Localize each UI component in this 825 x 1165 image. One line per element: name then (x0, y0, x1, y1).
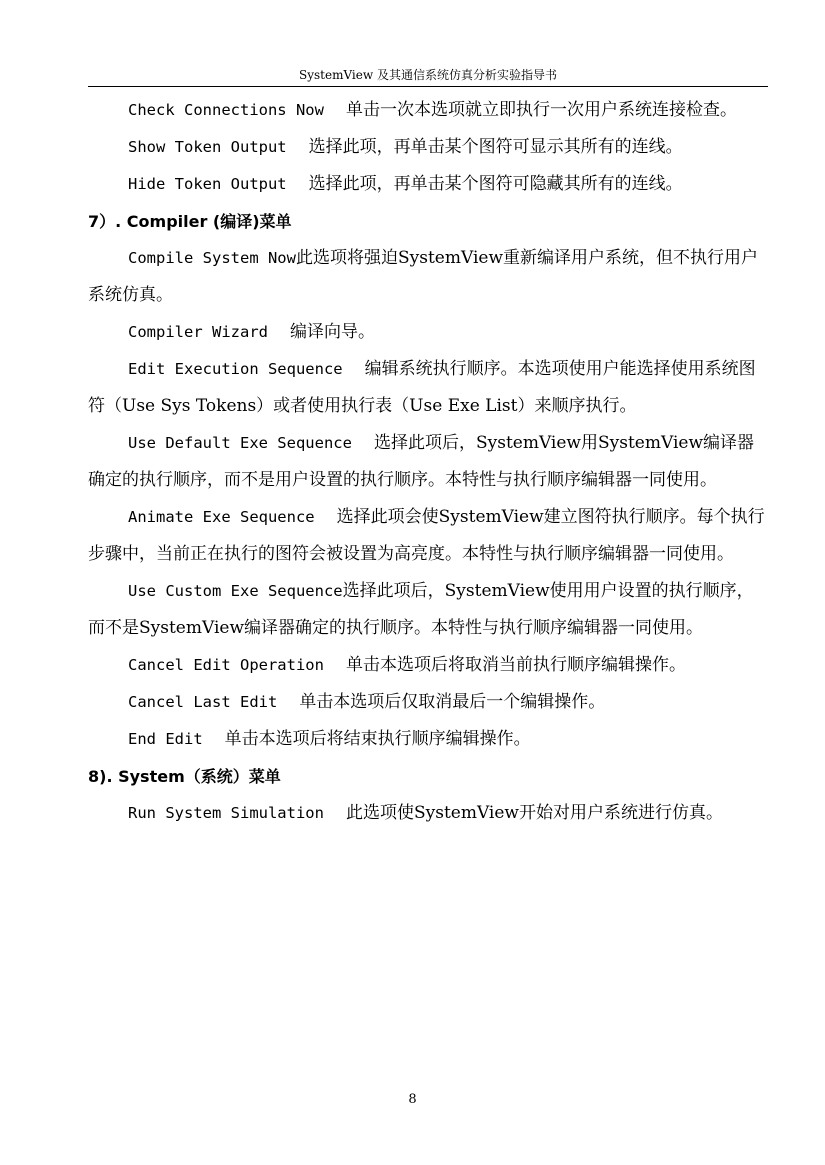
menu-term: Hide Token Output (128, 175, 287, 193)
menu-desc: 选择此项后，SystemView使用用户设置的执行顺序，而不是SystemView编译器确定的执行顺序。本特性与执行顺序编辑器一同使用。 (88, 581, 754, 638)
menu-term: Use Default Exe Sequence (128, 434, 352, 452)
menu-entry (88, 240, 768, 314)
menu-desc: 此选项将强迫SystemView重新编译用户系统，但不执行用户系统仿真。 (88, 248, 758, 305)
menu-entry (88, 129, 768, 166)
page-number: 8 (408, 1092, 417, 1107)
page-body (88, 92, 768, 832)
menu-desc: 编译向导。 (289, 322, 375, 342)
menu-desc: 选择此项，再单击某个图符可隐藏其所有的连线。 (308, 174, 683, 194)
menu-term: Run System Simulation (128, 804, 324, 822)
menu-desc: 单击本选项后仅取消最后一个编辑操作。 (299, 692, 606, 712)
menu-desc: 此选项使SystemView开始对用户系统进行仿真。 (345, 803, 723, 823)
menu-term: Compiler Wizard (128, 323, 268, 341)
menu-term: Compile System Now (128, 249, 296, 267)
menu-entry (88, 166, 768, 203)
menu-desc: 选择此项会使SystemView建立图符执行顺序。每个执行步骤中，当前正在执行的图符会被设置为高亮度。本特性与执行顺序编辑器一同使用。 (88, 507, 765, 564)
menu-desc: 单击本选项后将取消当前执行顺序编辑操作。 (345, 655, 686, 675)
menu-entry (88, 795, 768, 832)
menu-entry (88, 425, 768, 499)
menu-entry (88, 314, 768, 351)
menu-desc: 编辑系统执行顺序。本选项使用户能选择使用系统图符（Use Sys Tokens）或者使用执行表（Use Exe List）来顺序执行。 (88, 359, 756, 416)
menu-entry (88, 351, 768, 425)
menu-entry (88, 92, 768, 129)
menu-entry (88, 684, 768, 721)
menu-entry (88, 573, 768, 647)
section-heading-system: 8). System（系统）菜单 (88, 767, 281, 786)
menu-desc: 单击一次本选项就立即执行一次用户系统连接检查。 (345, 100, 737, 120)
menu-term: End Edit (128, 730, 203, 748)
menu-term: Cancel Last Edit (128, 693, 278, 711)
menu-desc: 单击本选项后将结束执行顺序编辑操作。 (224, 729, 531, 749)
page-header: SystemView 及其通信系统仿真分析实验指导书 (299, 68, 557, 82)
menu-term: Cancel Edit Operation (128, 656, 324, 674)
menu-term: Check Connections Now (128, 101, 324, 119)
section-heading-compiler: 7）. Compiler (编译)菜单 (88, 212, 292, 231)
header-rule (88, 86, 768, 87)
menu-desc: 选择此项，再单击某个图符可显示其所有的连线。 (308, 137, 683, 157)
menu-term: Animate Exe Sequence (128, 508, 315, 526)
menu-entry (88, 499, 768, 573)
menu-term: Show Token Output (128, 138, 287, 156)
menu-entry (88, 647, 768, 684)
menu-term: Edit Execution Sequence (128, 360, 343, 378)
menu-term: Use Custom Exe Sequence (128, 582, 343, 600)
menu-desc: 选择此项后，SystemView用SystemView编译器确定的执行顺序，而不是用户设置的执行顺序。本特性与执行顺序编辑器一同使用。 (88, 433, 754, 490)
menu-entry (88, 721, 768, 758)
